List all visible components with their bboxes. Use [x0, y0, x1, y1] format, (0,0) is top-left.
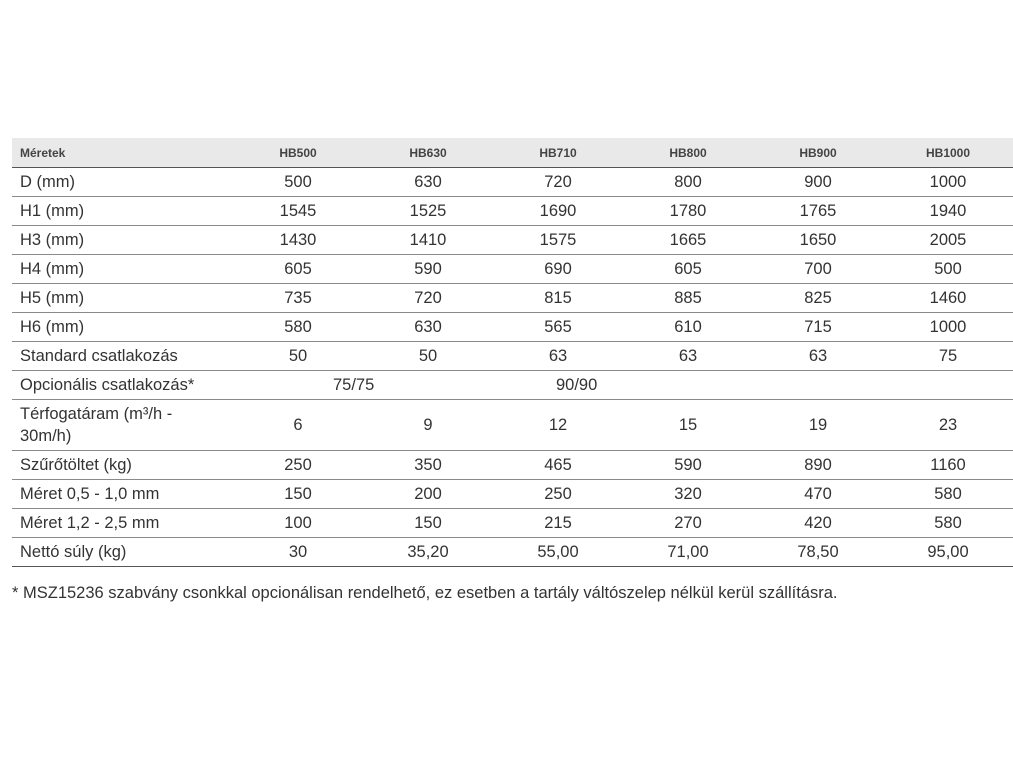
- table-row: [12, 168, 1013, 197]
- table-cell: 100: [233, 509, 363, 538]
- table-cell: 250: [233, 451, 363, 480]
- table-cell: 1430: [233, 226, 363, 255]
- table-cell: 630: [363, 168, 493, 197]
- row-label: D (mm): [12, 168, 233, 197]
- table-cell: 1665: [623, 226, 753, 255]
- table-cell: 465: [493, 451, 623, 480]
- header-label: Méretek: [12, 138, 233, 168]
- table-cell: 350: [363, 451, 493, 480]
- table-row: [12, 197, 1013, 226]
- table-cell: 610: [623, 313, 753, 342]
- table-cell: 2005: [883, 226, 1013, 255]
- table-cell: 720: [493, 168, 623, 197]
- table-cell: 690: [493, 255, 623, 284]
- row-label: H5 (mm): [12, 284, 233, 313]
- header-model: HB900: [753, 138, 883, 168]
- table-cell: 19: [753, 400, 883, 451]
- row-label: H3 (mm): [12, 226, 233, 255]
- table-row: [12, 226, 1013, 255]
- table-row: [12, 313, 1013, 342]
- table-cell: 150: [233, 480, 363, 509]
- table-cell-span: 75/75: [233, 371, 493, 400]
- table-cell: 50: [233, 342, 363, 371]
- row-label: H1 (mm): [12, 197, 233, 226]
- table-row: [12, 284, 1013, 313]
- table-cell: 320: [623, 480, 753, 509]
- header-model: HB1000: [883, 138, 1013, 168]
- table-cell: 9: [363, 400, 493, 451]
- table-cell-span: 90/90: [493, 371, 1013, 400]
- row-label: Nettó súly (kg): [12, 538, 233, 567]
- table-cell: 470: [753, 480, 883, 509]
- table-row: [12, 342, 1013, 371]
- table-cell: 500: [883, 255, 1013, 284]
- table-row: [12, 480, 1013, 509]
- table-cell: 500: [233, 168, 363, 197]
- table-cell: 1460: [883, 284, 1013, 313]
- row-label: Szűrőtöltet (kg): [12, 451, 233, 480]
- table-cell: 590: [363, 255, 493, 284]
- row-label: Opcionális csatlakozás*: [12, 371, 233, 400]
- table-cell: 590: [623, 451, 753, 480]
- table-row: [12, 371, 1013, 400]
- table-cell: 720: [363, 284, 493, 313]
- table-cell: 1940: [883, 197, 1013, 226]
- table-row: [12, 538, 1013, 567]
- table-row: [12, 255, 1013, 284]
- row-label: H6 (mm): [12, 313, 233, 342]
- table-cell: 1765: [753, 197, 883, 226]
- table-cell: 1160: [883, 451, 1013, 480]
- table-cell: 23: [883, 400, 1013, 451]
- spec-table: [12, 138, 1013, 567]
- header-model: HB710: [493, 138, 623, 168]
- table-cell: 63: [493, 342, 623, 371]
- table-cell: 95,00: [883, 538, 1013, 567]
- table-cell: 630: [363, 313, 493, 342]
- table-cell: 63: [753, 342, 883, 371]
- table-cell: 71,00: [623, 538, 753, 567]
- table-cell: 270: [623, 509, 753, 538]
- table-cell: 1525: [363, 197, 493, 226]
- table-cell: 580: [883, 480, 1013, 509]
- table-cell: 1575: [493, 226, 623, 255]
- table-cell: 715: [753, 313, 883, 342]
- table-cell: 150: [363, 509, 493, 538]
- table-cell: 605: [623, 255, 753, 284]
- table-cell: 30: [233, 538, 363, 567]
- table-cell: 250: [493, 480, 623, 509]
- table-cell: 1000: [883, 168, 1013, 197]
- table-cell: 215: [493, 509, 623, 538]
- table-cell: 825: [753, 284, 883, 313]
- table-cell: 50: [363, 342, 493, 371]
- table-cell: 420: [753, 509, 883, 538]
- header-model: HB800: [623, 138, 753, 168]
- table-cell: 815: [493, 284, 623, 313]
- table-cell: 800: [623, 168, 753, 197]
- row-label: Méret 1,2 - 2,5 mm: [12, 509, 233, 538]
- table-header-row: [12, 138, 1013, 168]
- table-cell: 78,50: [753, 538, 883, 567]
- table-cell: 735: [233, 284, 363, 313]
- table-cell: 63: [623, 342, 753, 371]
- table-cell: 12: [493, 400, 623, 451]
- header-model: HB500: [233, 138, 363, 168]
- footnote: * MSZ15236 szabvány csonkkal opcionálisan rendelhető, ez esetben a tartály váltószelep nélkül kerül szállításra.: [12, 584, 838, 602]
- table-cell: 55,00: [493, 538, 623, 567]
- table-cell: 200: [363, 480, 493, 509]
- table-cell: 580: [883, 509, 1013, 538]
- header-model: HB630: [363, 138, 493, 168]
- row-label: Térfogatáram (m³/h - 30m/h): [12, 400, 233, 451]
- table-row: [12, 400, 1013, 451]
- table-cell: 15: [623, 400, 753, 451]
- table-row: [12, 509, 1013, 538]
- table-cell: 6: [233, 400, 363, 451]
- table-cell: 565: [493, 313, 623, 342]
- row-label: Standard csatlakozás: [12, 342, 233, 371]
- table-cell: 1780: [623, 197, 753, 226]
- table-cell: 700: [753, 255, 883, 284]
- table-cell: 885: [623, 284, 753, 313]
- table-cell: 900: [753, 168, 883, 197]
- table-cell: 1690: [493, 197, 623, 226]
- table-cell: 580: [233, 313, 363, 342]
- table-cell: 1545: [233, 197, 363, 226]
- table-cell: 890: [753, 451, 883, 480]
- table-row: [12, 451, 1013, 480]
- row-label: H4 (mm): [12, 255, 233, 284]
- table-cell: 605: [233, 255, 363, 284]
- table-cell: 35,20: [363, 538, 493, 567]
- table-cell: 1650: [753, 226, 883, 255]
- spec-table-container: [12, 138, 1011, 567]
- row-label: Méret 0,5 - 1,0 mm: [12, 480, 233, 509]
- table-cell: 1000: [883, 313, 1013, 342]
- table-cell: 75: [883, 342, 1013, 371]
- table-cell: 1410: [363, 226, 493, 255]
